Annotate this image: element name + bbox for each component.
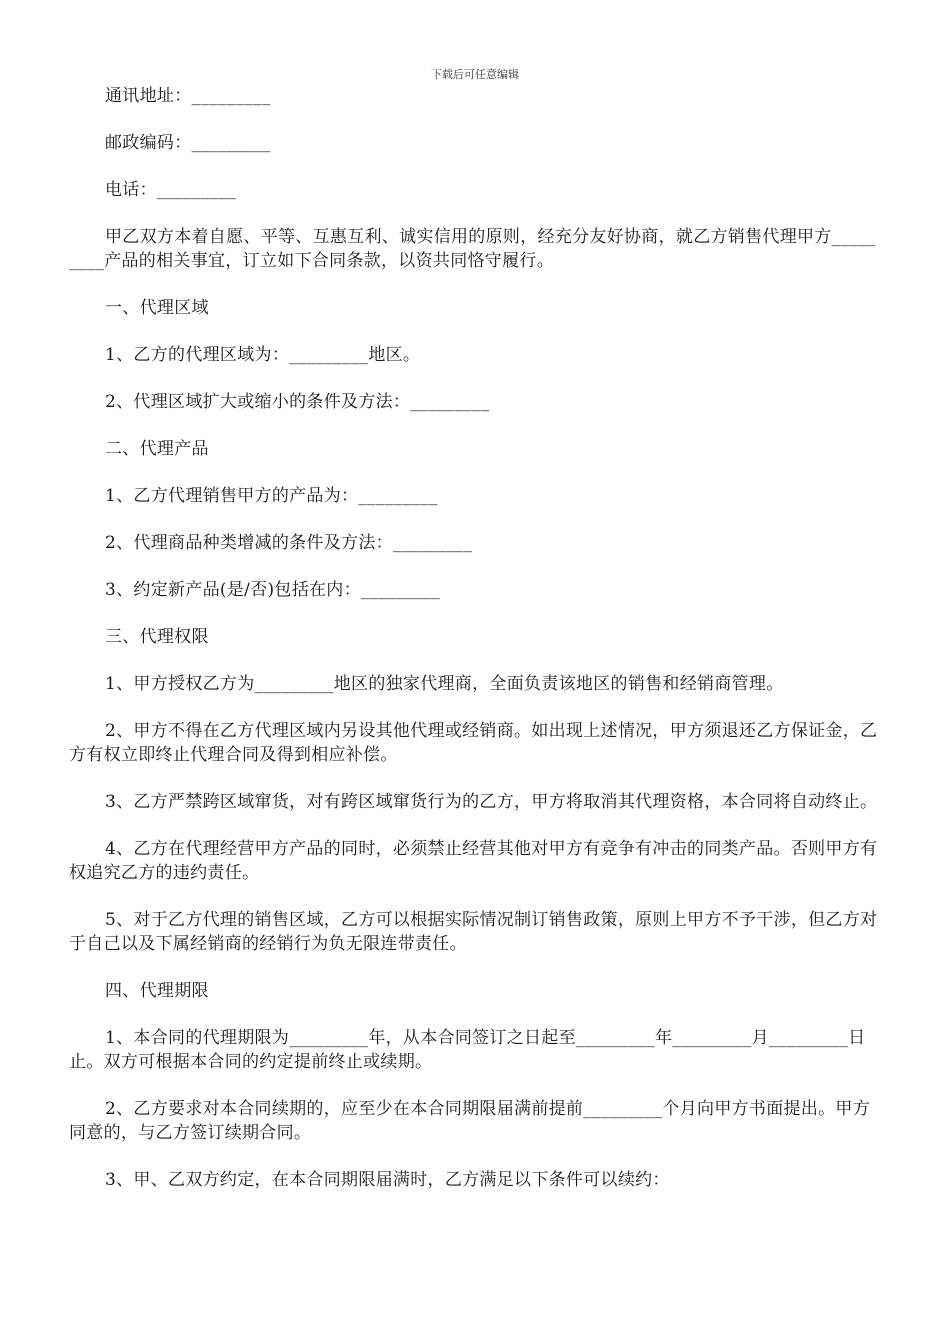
clause-region-2: 2、代理区域扩大或缩小的条件及方法：_________	[105, 392, 490, 412]
clause-products-2: 2、代理商品种类增减的条件及方法：_________	[105, 533, 473, 553]
phone-field: 电话：_________	[105, 180, 237, 200]
clause-authority-3: 3、乙方严禁跨区域窜货，对有跨区域窜货行为的乙方，甲方将取消其代理资格，本合同将自动终止。	[105, 792, 878, 812]
clause-products-1: 1、乙方代理销售甲方的产品为：_________	[105, 486, 438, 506]
postal-code-field: 邮政编码：_________	[105, 133, 271, 153]
page-header: 下载后可任意编辑	[431, 68, 519, 81]
clause-region-1: 1、乙方的代理区域为：_________地区。	[105, 345, 421, 365]
clause-authority-5: 5、对于乙方代理的销售区域，乙方可以根据实际情况制订销售政策，原则上甲方不予干涉，但乙方对于自己以及下属经销商的经销行为负无限连带责任。	[69, 910, 878, 954]
section-heading-term: 四、代理期限	[105, 981, 209, 1001]
clause-authority-4: 4、乙方在代理经营甲方产品的同时，必须禁止经营其他对甲方有竞争有冲击的同类产品。否则甲方有权追究乙方的违约责任。	[69, 839, 878, 883]
section-heading-products: 二、代理产品	[105, 439, 209, 459]
section-heading-region: 一、代理区域	[105, 298, 209, 318]
clause-term-2: 2、乙方要求对本合同续期的，应至少在本合同期限届满前提前_________个月向甲方书面提出。甲方同意的，与乙方签订续期合同。	[69, 1099, 871, 1143]
clause-term-1: 1、本合同的代理期限为_________年，从本合同签订之日起至_________年_________月_________日止。双方可根据本合同的约定提前终止或续期。	[69, 1028, 866, 1072]
clause-term-3: 3、甲、乙双方约定，在本合同期限届满时，乙方满足以下条件可以续约：	[105, 1170, 670, 1190]
address-field: 通讯地址：_________	[105, 86, 271, 106]
clause-authority-2: 2、甲方不得在乙方代理区域内另设其他代理或经销商。如出现上述情况，甲方须退还乙方保证金，乙方有权立即终止代理合同及得到相应补偿。	[69, 721, 878, 765]
section-heading-authority: 三、代理权限	[105, 627, 209, 647]
document-body	[69, 84, 884, 1215]
preamble-paragraph: 甲乙双方本着自愿、平等、互惠互利、诚实信用的原则，经充分友好协商，就乙方销售代理甲方_________产品的相关事宜，订立如下合同条款，以资共同恪守履行。	[69, 227, 876, 271]
clause-authority-1: 1、甲方授权乙方为_________地区的独家代理商，全面负责该地区的销售和经销商管理。	[105, 674, 784, 694]
clause-products-3: 3、约定新产品(是/否)包括在内：_________	[105, 580, 441, 600]
